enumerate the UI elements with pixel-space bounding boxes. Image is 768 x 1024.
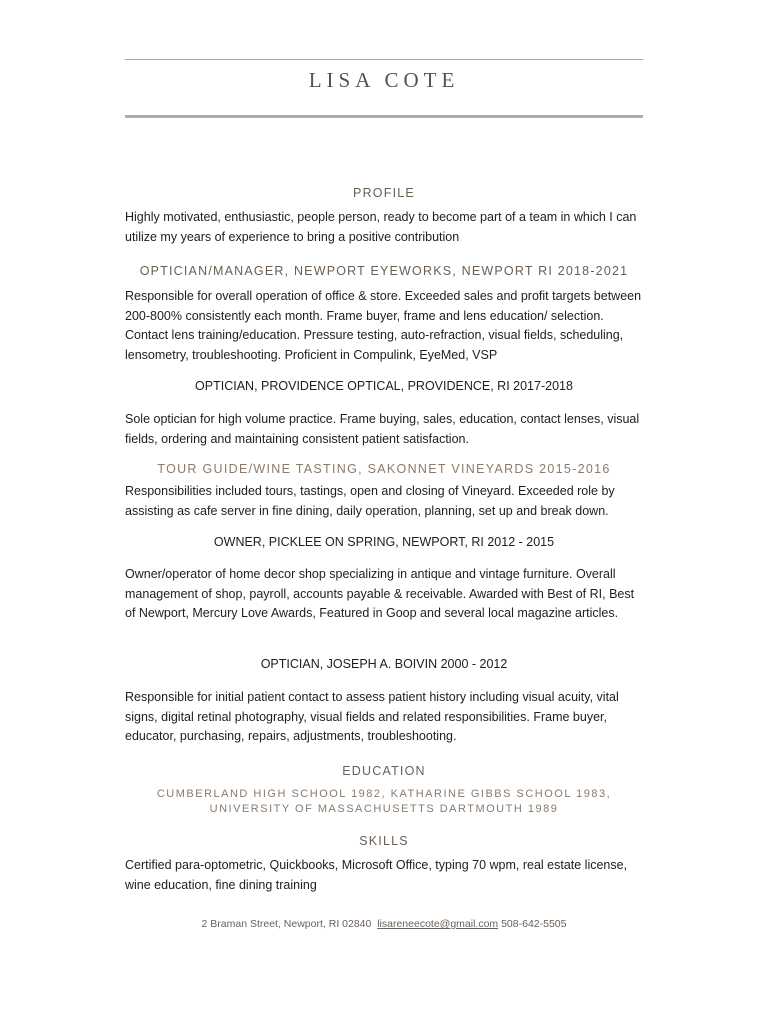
contact-footer (125, 918, 643, 930)
job-title-2: OPTICIAN, PROVIDENCE OPTICAL, PROVIDENCE, RI 2017-2018 (195, 379, 573, 393)
job-title-1: OPTICIAN/MANAGER, NEWPORT EYEWORKS, NEWPORT RI 2018-2021 (139, 264, 629, 278)
job-title-4: OWNER, PICKLEE ON SPRING, NEWPORT, RI 2012 - 2015 (213, 535, 555, 549)
footer-phone: 508-642-5505 (501, 918, 567, 930)
resume-name: LISA COTE (308, 68, 460, 92)
education-text: CUMBERLAND HIGH SCHOOL 1982, KATHARINE GIBBS SCHOOL 1983, UNIVERSITY OF MASSACHUSETTS DARTMOUTH 1989 (156, 788, 612, 815)
profile-heading: PROFILE (353, 186, 415, 200)
job-text-3: Responsibilities included tours, tastings, open and closing of Vineyard. Exceeded role by assisting as cafe server in fine dining, daily operation, planning, set up and break down. (125, 484, 615, 518)
job-text-4: Owner/operator of home decor shop specializing in antique and vintage furniture. Overall management of shop, payroll, accounts payable & receivable. Awarded with Best of RI, Best of Newport, Mercury Love Awards, Featured in Goop and several local magazine articles. (125, 567, 635, 621)
skills-text: Certified para-optometric, Quickbooks, Microsoft Office, typing 70 wpm, real estate license, wine education, fine dining training (125, 858, 628, 892)
bottom-rule (125, 115, 643, 118)
job-text-5: Responsible for initial patient contact to assess patient history including visual acuity, vital signs, digital retinal photography, visual fields and related responsibilities. Frame buyer, educator, purchasing, repairs, adjustments, troubleshooting. (125, 690, 619, 744)
job-text-2: Sole optician for high volume practice. Frame buying, sales, education, contact lenses, visual fields, ordering and maintaining consistent patient satisfaction. (125, 412, 640, 446)
profile-text: Highly motivated, enthusiastic, people person, ready to become part of a team in which I can utilize my years of experience to bring a positive contribution (125, 210, 637, 244)
job-text-1: Responsible for overall operation of office & store. Exceeded sales and profit targets between 200-800% consistently each month. Frame buyer, frame and lens education/ selection. Contact lens training/education. Pressure testing, auto-refraction, visual fields, scheduling, lensometry, troubleshooting. Proficient in Compulink, EyeMed, VSP (125, 289, 642, 362)
footer-address: 2 Braman Street, Newport, RI 02840 (201, 918, 372, 930)
education-heading: EDUCATION (342, 764, 426, 778)
top-rule (125, 59, 643, 60)
job-title-3: TOUR GUIDE/WINE TASTING, SAKONNET VINEYARDS 2015-2016 (157, 462, 611, 476)
skills-heading: SKILLS (359, 834, 409, 848)
job-title-5: OPTICIAN, JOSEPH A. BOIVIN 2000 - 2012 (260, 657, 508, 671)
footer-email-link[interactable]: lisareneecote@gmail.com (377, 918, 499, 930)
